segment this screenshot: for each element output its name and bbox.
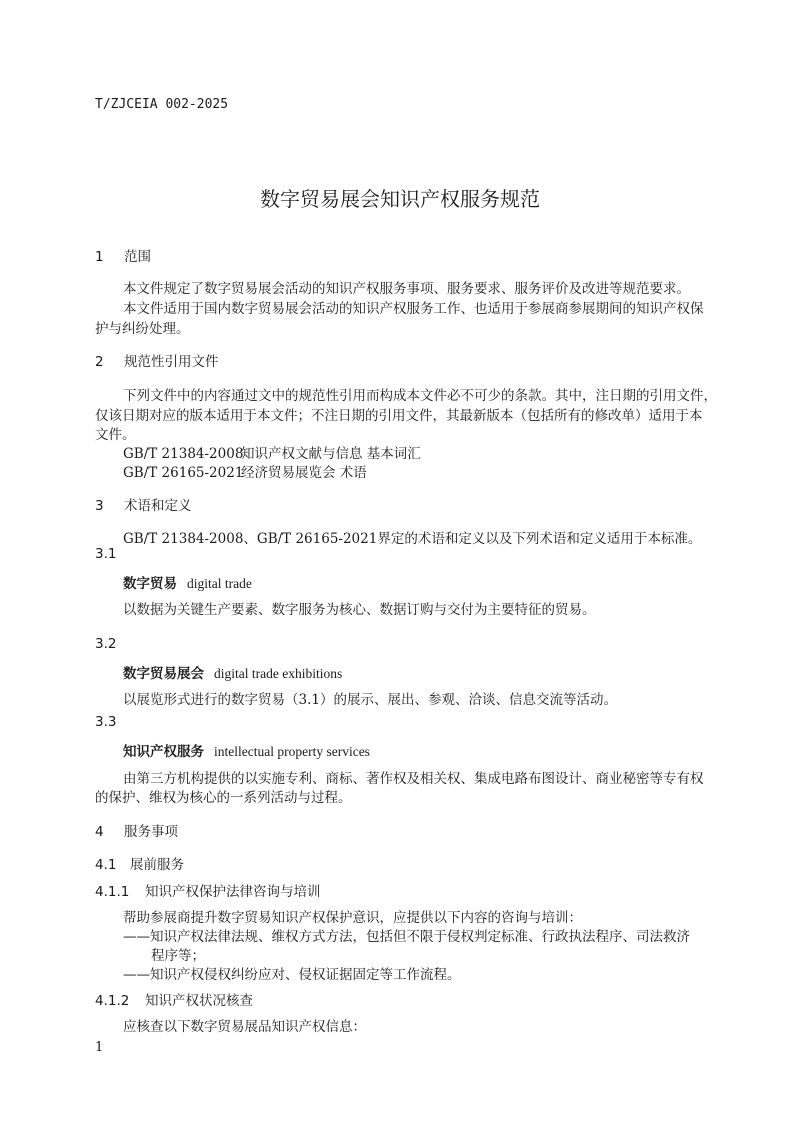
reference-name: 经济贸易展览会 术语 (241, 465, 367, 481)
document-code: T/ZJCEIA 002-2025 (95, 97, 229, 112)
subsection-4-1-1-heading (95, 880, 321, 900)
paragraph: 本文件适用于国内数字贸易展会活动的知识产权服务工作、也适用于参展商参展期间的知识产权保 (123, 301, 704, 317)
subsection-4-1-2-heading (95, 989, 253, 1009)
section-4-heading (95, 820, 178, 840)
subsection-4-1-heading (95, 853, 184, 873)
term-en: digital trade (187, 576, 252, 591)
term-definition-continuation: 的保护、维权为核心的一系列活动与过程。 (95, 790, 352, 806)
section-3-heading (95, 494, 192, 514)
paragraph: 下列文件中的内容通过文中的规范性引用而构成本文件必不可少的条款。其中，注日期的引用文件， (123, 388, 717, 404)
reference-item (123, 442, 421, 462)
term-zh: 知识产权服务 (123, 744, 204, 760)
term-number: 3.3 (95, 714, 117, 730)
page-number: 1 (95, 1040, 104, 1055)
section-title: 知识产权保护法律咨询与培训 (145, 884, 321, 900)
paragraph: 帮助参展商提升数字贸易知识产权保护意识，应提供以下内容的咨询与培训： (123, 910, 582, 926)
paragraph-continuation: 文件。 (95, 427, 136, 443)
term-en: intellectual property services (214, 744, 370, 759)
section-title: 规范性引用文件 (124, 354, 219, 370)
paragraph: 应核查以下数字贸易展品知识产权信息： (123, 1019, 366, 1035)
section-number: 2 (95, 354, 104, 370)
paragraph-continuation: 仅该日期对应的版本适用于本文件；不注日期的引用文件，其最新版本（包括所有的修改单）适用于本 (95, 408, 703, 424)
section-2-heading (95, 350, 219, 370)
section-number: 4.1.2 (95, 993, 130, 1009)
term-number: 3.2 (95, 636, 117, 652)
term-en: digital trade exhibitions (214, 666, 343, 681)
term-entry (123, 740, 370, 760)
section-number: 3 (95, 498, 104, 514)
reference-code: GB/T 26165-2021 (123, 465, 244, 481)
section-title: 术语和定义 (124, 498, 192, 514)
reference-item (123, 461, 367, 481)
reference-name: 知识产权文献与信息 基本词汇 (241, 446, 421, 462)
term-entry (123, 572, 252, 592)
section-number: 4.1.1 (95, 884, 130, 900)
section-title: 范围 (124, 249, 151, 265)
reference-code: GB/T 21384-2008 (123, 446, 244, 462)
paragraph: 本文件规定了数字贸易展会活动的知识产权服务事项、服务要求、服务评价及改进等规范要求。 (123, 281, 690, 297)
document-title: 数字贸易展会知识产权服务规范 (260, 187, 540, 211)
term-definition: 以数据为关键生产要素、数字服务为核心、数据订购与交付为主要特征的贸易。 (123, 602, 596, 618)
term-zh: 数字贸易 (123, 576, 177, 592)
section-title: 展前服务 (130, 857, 184, 873)
paragraph-continuation: 护与纠纷处理。 (95, 321, 190, 337)
section-number: 4 (95, 824, 104, 840)
section-number: 4.1 (95, 857, 117, 873)
section-number: 1 (95, 249, 104, 265)
list-item: ——知识产权法律法规、维权方式方法，包括但不限于侵权判定标准、行政执法程序、司法救济 (123, 929, 690, 945)
section-1-heading (95, 245, 151, 265)
paragraph: GB/T 21384-2008、GB/T 26165-2021界定的术语和定义以及下列术语和定义适用于本标准。 (123, 531, 702, 547)
term-number: 3.1 (95, 546, 117, 562)
section-title: 知识产权状况核查 (145, 993, 253, 1009)
term-definition: 以展览形式进行的数字贸易（3.1）的展示、展出、参观、洽谈、信息交流等活动。 (123, 692, 617, 708)
term-entry (123, 662, 342, 682)
term-zh: 数字贸易展会 (123, 666, 204, 682)
term-definition: 由第三方机构提供的以实施专利、商标、著作权及相关权、集成电路布图设计、商业秘密等专有权 (123, 771, 704, 787)
list-item-continuation: 程序等； (151, 948, 205, 964)
section-title: 服务事项 (124, 824, 178, 840)
list-item: ——知识产权侵权纠纷应对、侵权证据固定等工作流程。 (123, 967, 461, 983)
